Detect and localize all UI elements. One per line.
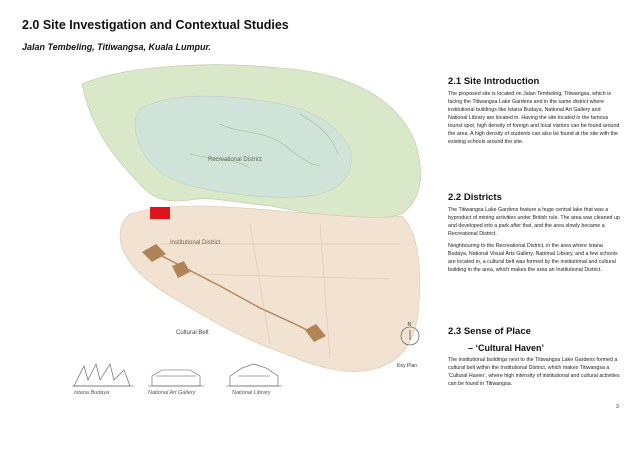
section-sense-of-place — [448, 326, 620, 389]
subheading-cultural-haven: – ‘Cultural Haven’ — [468, 343, 545, 353]
site-map — [70, 64, 442, 414]
national-library-elevation — [226, 364, 282, 386]
text-sense-of-place: The institutional buildings next to the Titiwangsa Lake Gardens formed a cultural belt within the Institutional District, which makes Titiwangsa a ‘Cultural Haven’, where high intensity of institutional and cultural activities can be found in Titiwangsa. — [448, 357, 620, 387]
section-site-introduction — [448, 76, 620, 147]
text-districts-paragraph-1: The Titiwangsa Lake Gardens feature a huge central lake that was a byproduct of mining activities under British rule. The area was cleaned up and developed into a park after that, and the area slowly became a Recreational District. — [448, 207, 620, 237]
heading-districts: 2.2 Districts — [448, 192, 502, 203]
key-plan-label: Key Plan — [397, 363, 418, 369]
heading-sense-of-place: 2.3 Sense of Place — [448, 326, 531, 337]
section-districts — [448, 192, 620, 275]
institutional-district-area — [120, 206, 420, 372]
text-site-introduction: The proposed site is located on Jalan Tembeling, Titiwangsa, which is facing the Titiwangsa Lake Gardens and in the same district where institutional buildings like Istana Budaya, National Art Gallery and National Library are located in. Having the site located in the famous tourist spot, high density of foreign and local visitors can be found around the area. A high density of students can also be found at the site with the existing schools around the site. — [448, 91, 620, 145]
page-subtitle: Jalan Tembeling, Titiwangsa, Kuala Lumpur. — [22, 42, 212, 52]
caption-national-art-gallery: National Art Gallery — [148, 390, 196, 396]
caption-national-library: National Library — [232, 390, 271, 396]
heading-site-introduction: 2.1 Site Introduction — [448, 76, 540, 87]
istana-budaya-elevation — [72, 364, 134, 386]
caption-istana-budaya: Istana Budaya — [74, 390, 110, 396]
cultural-belt-label: Cultural Belt — [176, 330, 209, 336]
page-number: 3 — [616, 404, 619, 410]
recreational-district-label: Recreational District — [208, 157, 262, 163]
north-label: N — [407, 322, 412, 328]
national-art-gallery-elevation — [148, 370, 204, 386]
text-districts-paragraph-2: Neighbouring to the Recreational District, in the area where Istana Budaya, National Visual Arts Gallery, National Library, and a few schools are located in, a cultural belt was formed by the institutional and cultural building in the area, which makes the area an Institutional District. — [448, 242, 618, 273]
institutional-district-label: Institutional District — [170, 240, 221, 246]
proposed-site-marker — [150, 207, 170, 219]
page-title: 2.0 Site Investigation and Contextual Studies — [22, 18, 289, 32]
